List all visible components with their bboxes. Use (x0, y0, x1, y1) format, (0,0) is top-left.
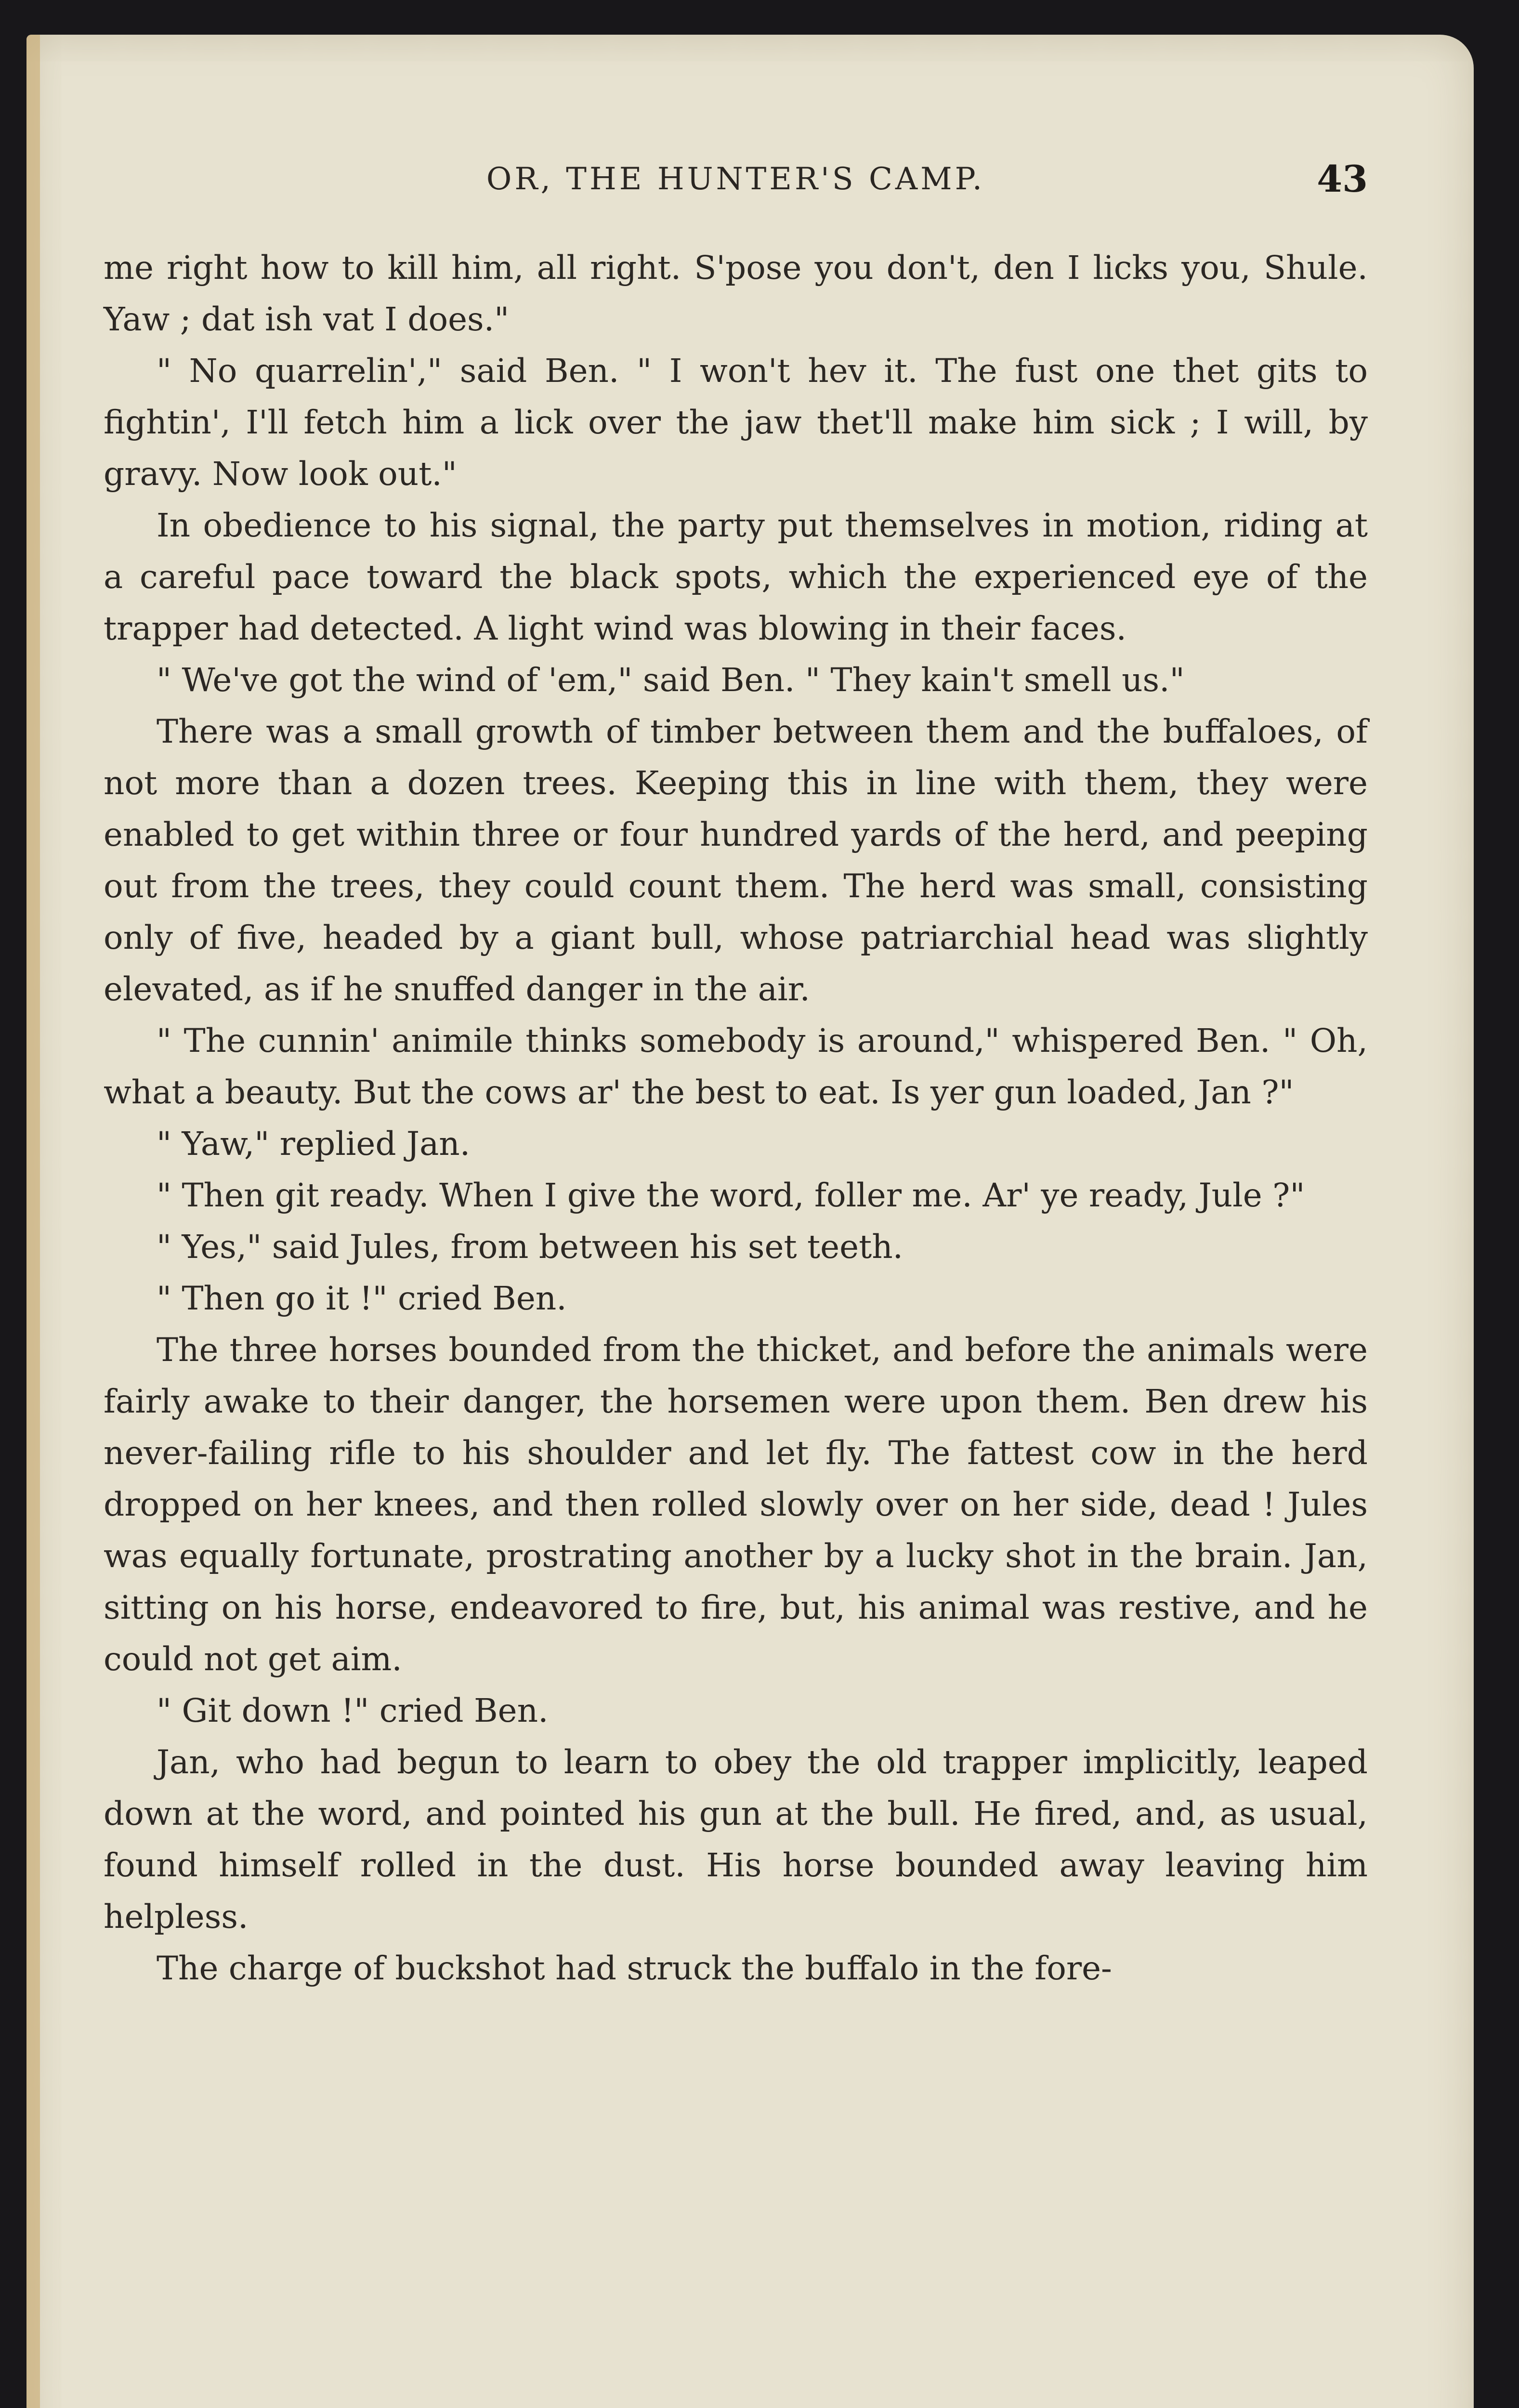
paragraph: The charge of buckshot had struck the buffalo in the fore- (157, 1949, 1112, 1987)
paragraph: " We've got the wind of 'em," said Ben. " They kain't smell us." (157, 661, 1185, 699)
paragraph: " Git down !" cried Ben. (157, 1691, 549, 1729)
paragraph: In obedience to his signal, the party put themselves in motion, riding at a careful pace toward the black spots, which the experienced eye of the trapper had detected. A light wind was blowing in their faces. (104, 506, 1368, 647)
paragraph: " Then git ready. When I give the word, foller me. Ar' ye ready, Jule ?" (157, 1176, 1305, 1214)
paragraph: Jan, who had begun to learn to obey the old trapper implicitly, leaped down at the word, and pointed his gun at the bull. He fired, and, as usual, found himself rolled in the dust. His horse bounded away leaving him helpless. (104, 1743, 1368, 1936)
paragraph: me right how to kill him, all right. S'pose you don't, den I licks you, Shule. Yaw ; dat ish vat I does." (104, 249, 1368, 338)
page-number: 43 (1317, 157, 1368, 200)
running-title: OR, THE HUNTER'S CAMP. (486, 161, 985, 197)
paragraph: " Yes," said Jules, from between his set teeth. (157, 1228, 904, 1266)
running-head (104, 150, 1368, 208)
paragraph: " Yaw," replied Jan. (157, 1125, 471, 1163)
page-spine-edge (26, 35, 40, 2408)
paragraph: The three horses bounded from the thicket, and before the animals were fairly awake to their danger, the horsemen were upon them. Ben drew his never-failing rifle to his shoulder and let fly. The fattest cow in the herd dropped on her knees, and then rolled slowly over on her side, dead ! Jules was equally fortunate, prostrating another by a lucky shot in the brain. Jan, sitting on his horse, endeavored to fire, but, his animal was restive, and he could not get aim. (104, 1331, 1368, 1678)
paragraph: There was a small growth of timber between them and the buffaloes, of not more than a dozen trees. Keeping this in line with them, they were enabled to get within three or four hundred yards of the herd, and peeping out from the trees, they could count them. The herd was small, consisting only of five, headed by a giant bull, whose patriarchial head was slightly elevated, as if he snuffed danger in the air. (104, 712, 1368, 1008)
paragraph: " Then go it !" cried Ben. (157, 1279, 567, 1317)
body-text (104, 242, 1368, 2313)
paragraph: " No quarrelin'," said Ben. " I won't hev it. The fust one thet gits to fightin', I'll fetch him a lick over the jaw thet'll make him sick ; I will, by gravy. Now look out." (104, 352, 1368, 493)
book-page (26, 35, 1474, 2408)
paragraph: " The cunnin' animile thinks somebody is around," whispered Ben. " Oh, what a beauty. But the cows ar' the best to eat. Is yer gun loaded, Jan ?" (104, 1021, 1368, 1111)
